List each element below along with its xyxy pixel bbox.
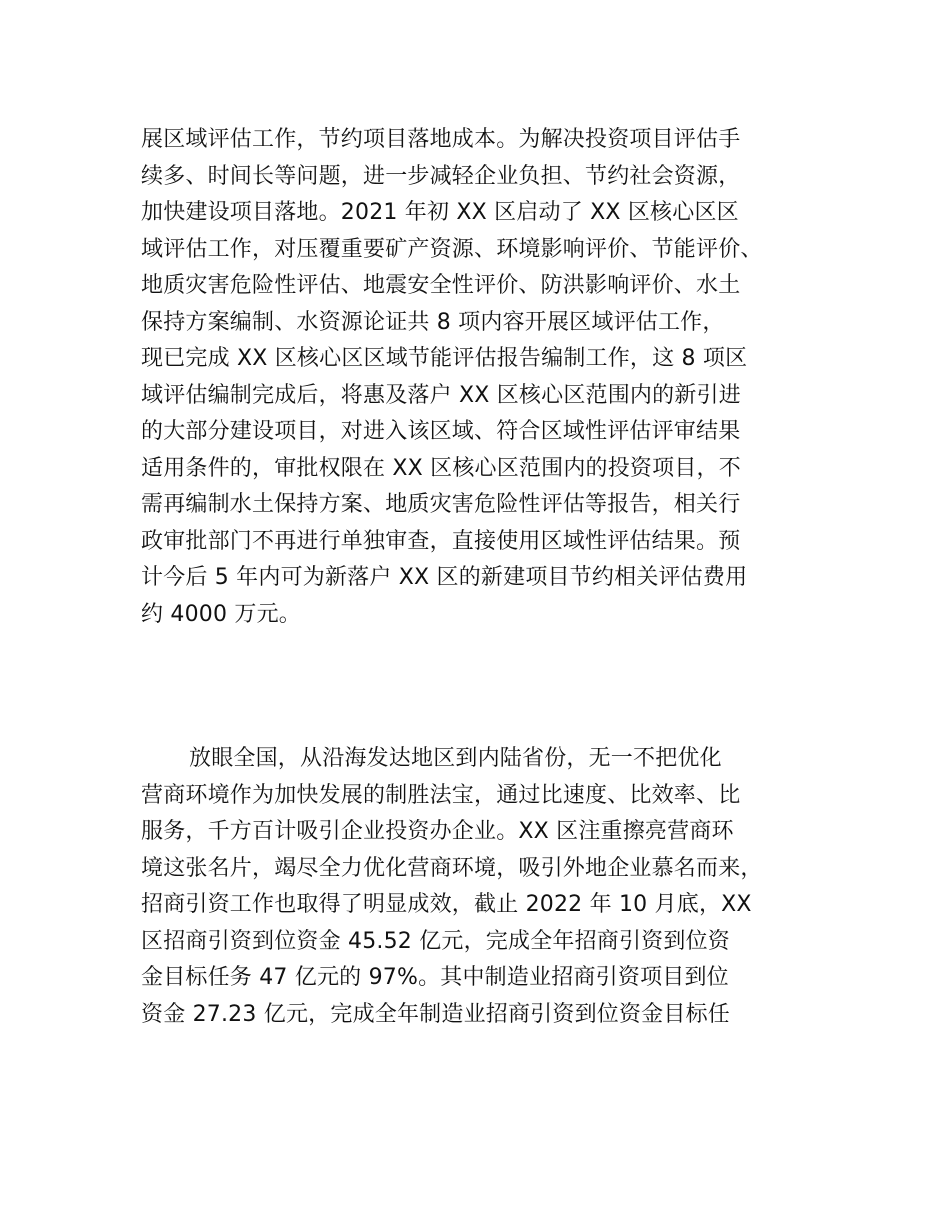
text-line: 加快建设项目落地。2021 年初 XX 区启动了 XX 区核心区区	[141, 200, 739, 225]
text-line: 保持方案编制、水资源论证共 8 项内容开展区域评估工作，	[141, 309, 725, 335]
text-line: 政审批部门不再进行单独审查，直接使用区域性评估结果。预	[141, 528, 741, 554]
text-line: 现已完成 XX 区核心区区域节能评估报告编制工作，这 8 项区	[141, 346, 748, 371]
paragraph-1	[141, 122, 841, 633]
text-line: 域评估编制完成后，将惠及落户 XX 区核心区范围内的新引进	[141, 382, 741, 408]
text-line: 区招商引资到位资金 45.52 亿元，完成全年招商引资到位资	[141, 928, 730, 954]
text-line: 适用条件的，审批权限在 XX 区核心区范围内的投资项目，不	[141, 455, 741, 481]
text-line: 地质灾害危险性评估、地震安全性评价、防洪影响评价、水土	[141, 273, 741, 298]
text-line: 营商环境作为加快发展的制胜法宝，通过比速度、比效率、比	[141, 782, 741, 808]
text-line: 招商引资工作也取得了明显成效，截止 2022 年 10 月底，XX	[141, 892, 752, 917]
text-line: 约 4000 万元。	[141, 601, 301, 627]
text-line: 资金 27.23 亿元，完成全年制造业招商引资到位资金目标任	[141, 1001, 730, 1027]
text-line: 域评估工作，对压覆重要矿产资源、环境影响评价、节能评价、	[141, 236, 763, 262]
text-line-indented: 放眼全国，从沿海发达地区到内陆省份，无一不把优化	[189, 746, 722, 771]
text-line: 展区域评估工作，节约项目落地成本。为解决投资项目评估手	[141, 127, 741, 152]
text-line: 续多、时间长等问题，进一步减轻企业负担、节约社会资源，	[141, 163, 741, 189]
text-line: 的大部分建设项目，对进入该区域、符合区域性评估评审结果	[141, 419, 741, 444]
text-line: 计今后 5 年内可为新落户 XX 区的新建项目节约相关评估费用	[141, 565, 748, 590]
text-line: 境这张名片，竭尽全力优化营商环境，吸引外地企业慕名而来，	[141, 855, 763, 881]
text-line: 需再编制水土保持方案、地质灾害危险性评估等报告，相关行	[141, 492, 741, 517]
text-line: 服务，千方百计吸引企业投资办企业。XX 区注重擦亮营商环	[141, 819, 734, 844]
paragraph-2	[141, 741, 841, 1033]
text-line: 金目标任务 47 亿元的 97%。其中制造业招商引资项目到位	[141, 965, 729, 990]
